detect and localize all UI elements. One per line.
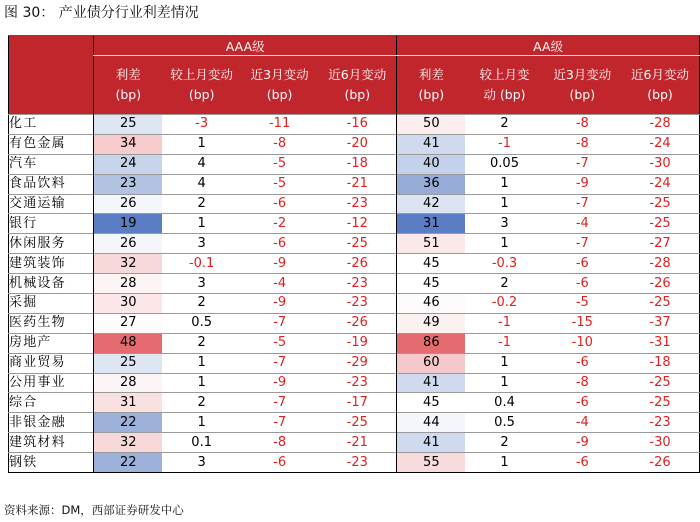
aa-spread-cell: 60 (397, 353, 466, 373)
industry-cell: 房地产 (9, 333, 94, 353)
aaa-chg-3m-cell: -5 (241, 333, 318, 353)
aaa-chg-3m-cell: -7 (241, 353, 318, 373)
aaa-spread-cell: 24 (94, 154, 163, 174)
aaa-chg-3m-cell: -6 (241, 194, 318, 214)
aa-chg-1m-cell: -1 (465, 313, 543, 333)
aaa-spread-cell: 31 (94, 393, 163, 413)
industry-cell: 汽车 (9, 154, 94, 174)
aa-chg-6m-cell: -28 (621, 115, 700, 135)
industry-cell: 非银金融 (9, 413, 94, 433)
aaa-chg-1m-cell: 1 (162, 373, 241, 393)
corner-cell (9, 36, 94, 115)
table-row (9, 154, 700, 174)
aaa-chg-6m-cell: -26 (318, 313, 396, 333)
group-header-row (9, 36, 700, 56)
aa-chg-6m-cell: -25 (621, 194, 700, 214)
group-header-aa: AA级 (397, 36, 700, 56)
aaa-chg-1m-cell: 1 (162, 353, 241, 373)
aa-spread-cell: 41 (397, 134, 466, 154)
aaa-spread-cell: 27 (94, 313, 163, 333)
aa-chg-1m-cell: -1 (465, 134, 543, 154)
aaa-chg-1m-cell: 1 (162, 134, 241, 154)
aaa-chg-6m-cell: -25 (318, 413, 396, 433)
aa-chg-1m-cell: 2 (465, 274, 543, 294)
aaa-spread-cell: 28 (94, 274, 163, 294)
aaa-chg-3m-cell: -2 (241, 214, 318, 234)
aaa-chg-6m-cell: -29 (318, 353, 396, 373)
aa-spread-cell: 40 (397, 154, 466, 174)
aaa-chg-1m-cell: 4 (162, 174, 241, 194)
aaa-chg-1m-cell: 1 (162, 214, 241, 234)
aa-chg-6m-cell: -25 (621, 373, 700, 393)
aaa-chg-6m-cell: -23 (318, 274, 396, 294)
aa-chg-3m-cell: -10 (544, 333, 621, 353)
table-row (9, 333, 700, 353)
aaa-chg-3m-cell: -6 (241, 453, 318, 473)
aa-chg-1m-cell: 3 (465, 214, 543, 234)
col-header-aa-chg-1m: 较上月变 动 (bp) (465, 56, 543, 115)
table-row (9, 115, 700, 135)
industry-cell: 医药生物 (9, 313, 94, 333)
table-row (9, 174, 700, 194)
aaa-chg-6m-cell: -17 (318, 393, 396, 413)
aa-spread-cell: 45 (397, 254, 466, 274)
aaa-spread-cell: 32 (94, 433, 163, 453)
aaa-chg-1m-cell: 2 (162, 194, 241, 214)
table-body (9, 115, 700, 473)
table-row (9, 393, 700, 413)
aa-chg-1m-cell: 1 (465, 453, 543, 473)
industry-cell: 采掘 (9, 294, 94, 314)
aa-chg-6m-cell: -26 (621, 453, 700, 473)
aa-chg-1m-cell: 1 (465, 234, 543, 254)
aaa-chg-6m-cell: -19 (318, 333, 396, 353)
col-header-aa-chg-3m: 近3月变动 (bp) (544, 56, 621, 115)
industry-cell: 食品饮料 (9, 174, 94, 194)
aaa-chg-1m-cell: 3 (162, 234, 241, 254)
aaa-spread-cell: 32 (94, 254, 163, 274)
aa-chg-6m-cell: -30 (621, 154, 700, 174)
table-row (9, 353, 700, 373)
table-row (9, 134, 700, 154)
aaa-chg-6m-cell: -20 (318, 134, 396, 154)
aa-spread-cell: 45 (397, 393, 466, 413)
aa-chg-3m-cell: -7 (544, 194, 621, 214)
aaa-chg-3m-cell: -5 (241, 154, 318, 174)
aa-chg-3m-cell: -9 (544, 433, 621, 453)
aa-chg-1m-cell: 1 (465, 373, 543, 393)
aa-chg-1m-cell: 1 (465, 353, 543, 373)
aa-chg-1m-cell: -0.3 (465, 254, 543, 274)
table-row (9, 194, 700, 214)
aaa-chg-1m-cell: 3 (162, 274, 241, 294)
aaa-chg-6m-cell: -18 (318, 154, 396, 174)
aaa-chg-1m-cell: 2 (162, 393, 241, 413)
aaa-chg-3m-cell: -6 (241, 234, 318, 254)
aa-spread-cell: 55 (397, 453, 466, 473)
table-row (9, 413, 700, 433)
aaa-chg-3m-cell: -4 (241, 274, 318, 294)
aaa-chg-6m-cell: -23 (318, 194, 396, 214)
aa-chg-3m-cell: -7 (544, 234, 621, 254)
aa-chg-6m-cell: -27 (621, 234, 700, 254)
aa-spread-cell: 50 (397, 115, 466, 135)
aa-chg-6m-cell: -24 (621, 134, 700, 154)
aaa-spread-cell: 26 (94, 194, 163, 214)
aaa-chg-3m-cell: -8 (241, 134, 318, 154)
aa-chg-3m-cell: -9 (544, 174, 621, 194)
aaa-chg-1m-cell: 1 (162, 413, 241, 433)
source-note: 资料来源：DM，西部证券研发中心 (4, 503, 184, 517)
aa-spread-cell: 41 (397, 373, 466, 393)
aaa-chg-6m-cell: -25 (318, 234, 396, 254)
industry-cell: 交通运输 (9, 194, 94, 214)
aa-chg-3m-cell: -4 (544, 214, 621, 234)
aaa-spread-cell: 48 (94, 333, 163, 353)
industry-cell: 化工 (9, 115, 94, 135)
table-row (9, 214, 700, 234)
aa-chg-6m-cell: -18 (621, 353, 700, 373)
aa-spread-cell: 51 (397, 234, 466, 254)
aa-chg-1m-cell: 0.5 (465, 413, 543, 433)
aa-chg-1m-cell: 0.05 (465, 154, 543, 174)
group-header-aaa: AAA级 (94, 36, 397, 56)
col-header-aaa-chg-1m: 较上月变动 (bp) (162, 56, 241, 115)
aa-chg-1m-cell: 2 (465, 115, 543, 135)
aaa-chg-1m-cell: 0.1 (162, 433, 241, 453)
aaa-chg-3m-cell: -9 (241, 373, 318, 393)
aaa-chg-3m-cell: -5 (241, 174, 318, 194)
industry-cell: 建筑装饰 (9, 254, 94, 274)
aa-chg-6m-cell: -24 (621, 174, 700, 194)
col-header-aaa-chg-6m: 近6月变动 (bp) (318, 56, 396, 115)
aa-chg-3m-cell: -8 (544, 373, 621, 393)
aaa-chg-6m-cell: -26 (318, 254, 396, 274)
col-header-aaa-spread: 利差 (bp) (94, 56, 163, 115)
industry-cell: 公用事业 (9, 373, 94, 393)
aaa-chg-3m-cell: -7 (241, 313, 318, 333)
aa-chg-1m-cell: 1 (465, 194, 543, 214)
aaa-chg-6m-cell: -12 (318, 214, 396, 234)
table-row (9, 274, 700, 294)
aaa-chg-1m-cell: 4 (162, 154, 241, 174)
aa-chg-3m-cell: -7 (544, 154, 621, 174)
aa-chg-6m-cell: -23 (621, 413, 700, 433)
aa-chg-6m-cell: -25 (621, 393, 700, 413)
aa-spread-cell: 86 (397, 333, 466, 353)
aaa-chg-1m-cell: -0.1 (162, 254, 241, 274)
aaa-spread-cell: 34 (94, 134, 163, 154)
aaa-spread-cell: 19 (94, 214, 163, 234)
aaa-chg-1m-cell: 3 (162, 453, 241, 473)
industry-cell: 休闲服务 (9, 234, 94, 254)
table-row (9, 453, 700, 473)
column-header-row (9, 56, 700, 115)
aa-chg-1m-cell: 0.4 (465, 393, 543, 413)
aa-chg-3m-cell: -6 (544, 453, 621, 473)
industry-spread-table (8, 35, 700, 473)
aa-chg-1m-cell: 1 (465, 174, 543, 194)
aaa-chg-1m-cell: 2 (162, 333, 241, 353)
aa-chg-3m-cell: -5 (544, 294, 621, 314)
table-row (9, 433, 700, 453)
col-header-aa-spread: 利差 (bp) (397, 56, 466, 115)
industry-cell: 银行 (9, 214, 94, 234)
aa-chg-6m-cell: -31 (621, 333, 700, 353)
aa-chg-6m-cell: -26 (621, 274, 700, 294)
industry-cell: 综合 (9, 393, 94, 413)
aa-spread-cell: 49 (397, 313, 466, 333)
aa-chg-1m-cell: -0.2 (465, 294, 543, 314)
aa-spread-cell: 36 (397, 174, 466, 194)
aaa-spread-cell: 25 (94, 353, 163, 373)
aa-chg-6m-cell: -25 (621, 294, 700, 314)
aa-chg-3m-cell: -6 (544, 393, 621, 413)
aaa-chg-6m-cell: -23 (318, 453, 396, 473)
industry-cell: 建筑材料 (9, 433, 94, 453)
table-row (9, 234, 700, 254)
industry-cell: 机械设备 (9, 274, 94, 294)
aaa-chg-6m-cell: -21 (318, 174, 396, 194)
aaa-chg-3m-cell: -8 (241, 433, 318, 453)
aaa-chg-1m-cell: 0.5 (162, 313, 241, 333)
table-row (9, 313, 700, 333)
aaa-chg-6m-cell: -23 (318, 294, 396, 314)
aaa-chg-6m-cell: -21 (318, 433, 396, 453)
aaa-spread-cell: 25 (94, 115, 163, 135)
aaa-chg-1m-cell: -3 (162, 115, 241, 135)
aa-chg-6m-cell: -28 (621, 254, 700, 274)
aa-chg-1m-cell: 2 (465, 433, 543, 453)
aa-chg-3m-cell: -8 (544, 134, 621, 154)
aaa-spread-cell: 22 (94, 453, 163, 473)
aa-spread-cell: 46 (397, 294, 466, 314)
aa-spread-cell: 42 (397, 194, 466, 214)
aaa-chg-3m-cell: -11 (241, 115, 318, 135)
figure-title: 图 30： 产业债分行业利差情况 (4, 5, 199, 21)
aaa-chg-6m-cell: -16 (318, 115, 396, 135)
aaa-spread-cell: 28 (94, 373, 163, 393)
aa-spread-cell: 41 (397, 433, 466, 453)
aa-chg-6m-cell: -30 (621, 433, 700, 453)
aa-chg-6m-cell: -25 (621, 214, 700, 234)
aaa-chg-6m-cell: -23 (318, 373, 396, 393)
industry-cell: 有色金属 (9, 134, 94, 154)
aaa-spread-cell: 26 (94, 234, 163, 254)
aa-chg-3m-cell: -6 (544, 254, 621, 274)
table-row (9, 373, 700, 393)
aa-chg-1m-cell: -1 (465, 333, 543, 353)
table-row (9, 294, 700, 314)
aa-chg-6m-cell: -37 (621, 313, 700, 333)
aa-spread-cell: 31 (397, 214, 466, 234)
aaa-spread-cell: 30 (94, 294, 163, 314)
aa-chg-3m-cell: -8 (544, 115, 621, 135)
aa-spread-cell: 44 (397, 413, 466, 433)
col-header-aa-chg-6m: 近6月变动 (bp) (621, 56, 700, 115)
aa-chg-3m-cell: -6 (544, 274, 621, 294)
aa-chg-3m-cell: -15 (544, 313, 621, 333)
col-header-aaa-chg-3m: 近3月变动 (bp) (241, 56, 318, 115)
aaa-spread-cell: 22 (94, 413, 163, 433)
aa-spread-cell: 45 (397, 274, 466, 294)
aaa-chg-3m-cell: -9 (241, 254, 318, 274)
table-row (9, 254, 700, 274)
aaa-chg-3m-cell: -9 (241, 294, 318, 314)
aaa-spread-cell: 23 (94, 174, 163, 194)
aa-chg-3m-cell: -4 (544, 413, 621, 433)
aa-chg-3m-cell: -6 (544, 353, 621, 373)
aaa-chg-3m-cell: -7 (241, 413, 318, 433)
aaa-chg-1m-cell: 2 (162, 294, 241, 314)
industry-cell: 钢铁 (9, 453, 94, 473)
aaa-chg-3m-cell: -7 (241, 393, 318, 413)
industry-cell: 商业贸易 (9, 353, 94, 373)
